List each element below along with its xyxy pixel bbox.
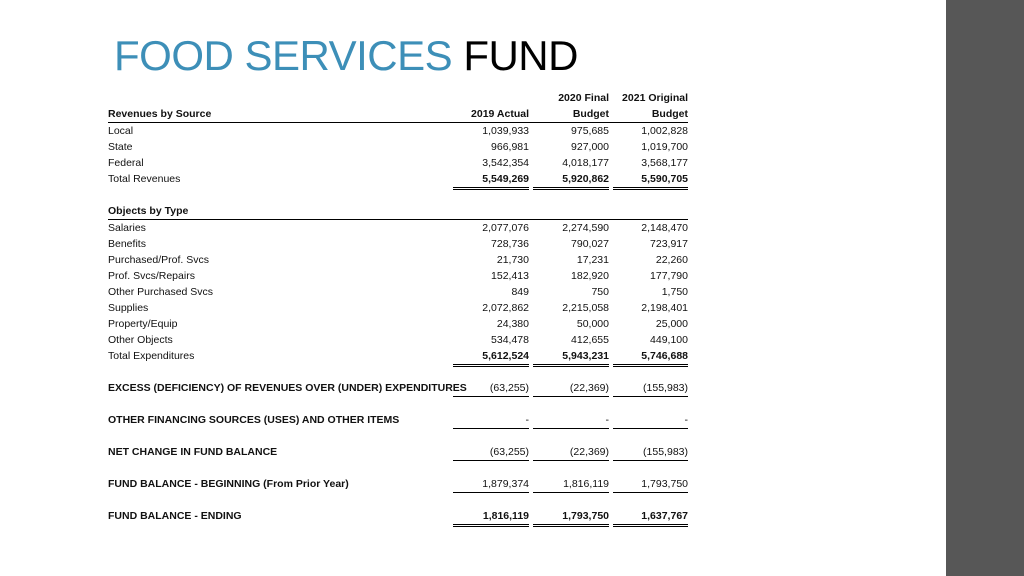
cell-2020-budget: (22,369) [533, 380, 609, 397]
cell-2019-actual: 152,413 [491, 270, 529, 282]
row-label: Property/Equip [108, 318, 178, 330]
cell-2021-budget: 25,000 [655, 318, 688, 330]
objects-by-type-heading: Objects by Type [108, 205, 189, 217]
header-2019-actual: 2019 Actual [471, 108, 529, 120]
table-row [108, 236, 688, 252]
cell-2020-budget: 2,274,590 [562, 222, 609, 234]
cell-2019-actual: 534,478 [491, 334, 529, 346]
spacer [108, 428, 688, 444]
cell-2020-budget: 50,000 [576, 318, 609, 330]
spacer [108, 460, 688, 476]
cell-2019-actual: 1,039,933 [482, 125, 529, 137]
cell-2021-budget: 1,002,828 [641, 125, 688, 137]
header-row-2 [108, 106, 688, 123]
fund-table [108, 90, 688, 524]
cell-2019-actual: 5,612,524 [453, 348, 529, 367]
spacer [108, 396, 688, 412]
title-part-2: FUND [463, 32, 578, 79]
cell-2021-budget: 3,568,177 [641, 157, 688, 169]
cell-2021-budget: 2,198,401 [641, 302, 688, 314]
cell-2019-actual: 1,879,374 [453, 476, 529, 493]
cell-2020-budget: 4,018,177 [562, 157, 609, 169]
cell-2020-budget: 1,793,750 [533, 508, 609, 527]
total-expenditures-row [108, 348, 688, 364]
row-label: FUND BALANCE - BEGINNING (From Prior Year) [108, 478, 349, 490]
cell-2019-actual: 966,981 [491, 141, 529, 153]
header-budget-2020: Budget [572, 108, 609, 120]
cell-2021-budget: 5,590,705 [613, 171, 688, 190]
other-financing-row [108, 412, 688, 428]
cell-2020-budget: (22,369) [533, 444, 609, 461]
row-label: Federal [108, 157, 144, 169]
row-label: Total Revenues [108, 173, 181, 185]
cell-2020-budget: 412,655 [571, 334, 609, 346]
slide-title [114, 30, 578, 82]
row-label: Total Expenditures [108, 350, 195, 362]
table-row [108, 252, 688, 268]
row-label: NET CHANGE IN FUND BALANCE [108, 446, 278, 458]
row-label: Other Objects [108, 334, 173, 346]
row-label: Supplies [108, 302, 149, 314]
revenues-by-source-heading: Revenues by Source [108, 108, 212, 120]
fund-beginning-row [108, 476, 688, 492]
row-label: EXCESS (DEFICIENCY) OF REVENUES OVER (UNDER) EXPENDITURES [108, 382, 467, 394]
cell-2019-actual: 3,542,354 [482, 157, 529, 169]
cell-2021-budget: 723,917 [650, 238, 688, 250]
cell-2021-budget: - [613, 412, 688, 429]
cell-2021-budget: 1,019,700 [641, 141, 688, 153]
cell-2021-budget: (155,983) [613, 444, 688, 461]
cell-2020-budget: 975,685 [571, 125, 609, 137]
excess-row [108, 380, 688, 396]
cell-2019-actual: 24,380 [496, 318, 529, 330]
cell-2021-budget: 449,100 [650, 334, 688, 346]
row-label: Purchased/Prof. Svcs [108, 254, 209, 266]
row-label: Benefits [108, 238, 146, 250]
spacer [108, 492, 688, 508]
cell-2021-budget: 22,260 [655, 254, 688, 266]
cell-2019-actual: 5,549,269 [453, 171, 529, 190]
cell-2020-budget: - [533, 412, 609, 429]
cell-2020-budget: 182,920 [571, 270, 609, 282]
total-revenues-row [108, 171, 688, 187]
table-row [108, 220, 688, 236]
table-row [108, 284, 688, 300]
cell-2021-budget: 1,637,767 [613, 508, 688, 527]
header-row-1 [108, 90, 688, 106]
cell-2020-budget: 17,231 [576, 254, 609, 266]
cell-2019-actual: 21,730 [496, 254, 529, 266]
table-row [108, 155, 688, 171]
row-label: Local [108, 125, 134, 137]
cell-2019-actual: 2,077,076 [482, 222, 529, 234]
table-row [108, 332, 688, 348]
cell-2020-budget: 927,000 [571, 141, 609, 153]
net-change-row [108, 444, 688, 460]
cell-2019-actual: (63,255) [453, 380, 529, 397]
cell-2020-budget: 790,027 [571, 238, 609, 250]
cell-2019-actual: 849 [511, 286, 529, 298]
cell-2020-budget: 5,943,231 [533, 348, 609, 367]
cell-2019-actual: 2,072,862 [482, 302, 529, 314]
cell-2021-budget: 5,746,688 [613, 348, 688, 367]
cell-2021-budget: 177,790 [650, 270, 688, 282]
cell-2020-budget: 5,920,862 [533, 171, 609, 190]
header-2021-original: 2021 Original [622, 92, 688, 104]
cell-2021-budget: 2,148,470 [641, 222, 688, 234]
table-row [108, 316, 688, 332]
cell-2021-budget: (155,983) [613, 380, 688, 397]
row-label: OTHER FINANCING SOURCES (USES) AND OTHER ITEMS [108, 414, 400, 426]
row-label: State [108, 141, 133, 153]
title-part-1: FOOD SERVICES [114, 32, 453, 79]
cell-2020-budget: 1,816,119 [533, 476, 609, 493]
cell-2019-actual: (63,255) [453, 444, 529, 461]
cell-2020-budget: 750 [591, 286, 609, 298]
row-label: Salaries [108, 222, 146, 234]
row-label: FUND BALANCE - ENDING [108, 510, 242, 522]
table-row [108, 268, 688, 284]
table-row [108, 123, 688, 139]
header-2020-final: 2020 Final [558, 92, 609, 104]
row-label: Other Purchased Svcs [108, 286, 214, 298]
cell-2020-budget: 2,215,058 [562, 302, 609, 314]
cell-2021-budget: 1,793,750 [613, 476, 688, 493]
header-budget-2021: Budget [651, 108, 688, 120]
cell-2019-actual: 1,816,119 [453, 508, 529, 527]
fund-ending-row [108, 508, 688, 524]
cell-2019-actual: 728,736 [491, 238, 529, 250]
table-row [108, 300, 688, 316]
table-row [108, 139, 688, 155]
cell-2019-actual: - [453, 412, 529, 429]
cell-2021-budget: 1,750 [661, 286, 688, 298]
right-sidebar-bar [946, 0, 1024, 576]
row-label: Prof. Svcs/Repairs [108, 270, 195, 282]
objects-by-type-heading-row [108, 203, 688, 220]
